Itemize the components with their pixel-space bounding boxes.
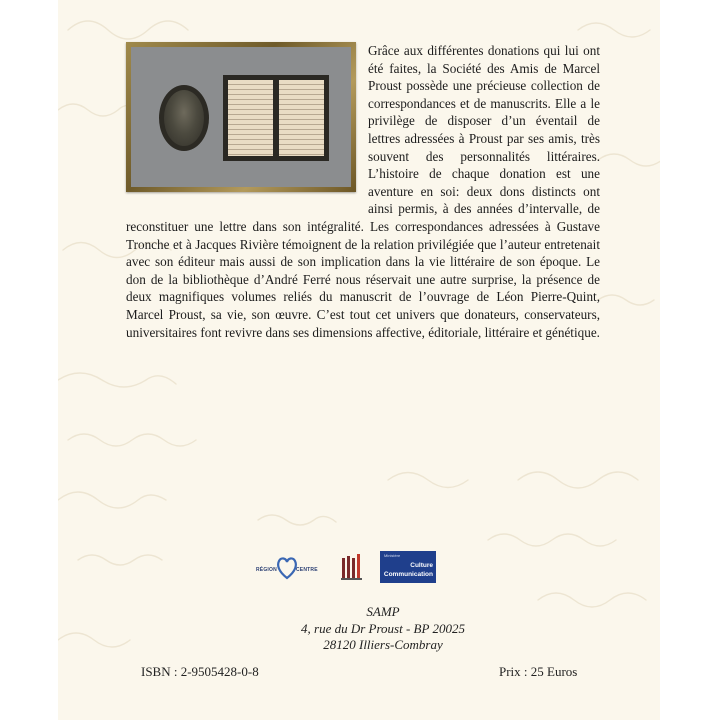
- region-centre-logo: [256, 554, 318, 582]
- publisher-street: 4, rue du Dr Proust - BP 20025: [301, 620, 465, 636]
- isbn-number: ISBN : 2-9505428-0-8: [141, 664, 259, 679]
- description-paragraph: Grâce aux différentes donations qui lui ont été faites, la Société des Amis de Marcel Proust possède une précieuse collection de correspondances et de manuscrits. Elle a le privilège de disposer d’un éventail de lettres adressées à Proust par ses amis, très souvent des personnalités littéraires. L’histoire de chaque donation est une aventure en soi: deux dons distincts ont ainsi permis, à des années d’intervalle, de reconstituer une lettre dans son intégralité. Les correspondances adressées à Gustave Tronche et à Jacques Rivière témoignent de la relation privilégiée que l’auteur entretenait avec son éditeur mais aussi de son implication dans la vie littéraire de son époque. Le don de la bibliothèque d’André Ferré nous réservait une autre surprise, la présence de deux magnifiques volumes reliés du manuscrit de l’ouvrage de Léon Pierre-Quint, Marcel Proust, sa vie, son œuvre. C’est tout cet univers que donateurs, conservateurs, universitaires font revivre dans ses dimensions affective, éditoriale, littéraire et génétique.: [126, 43, 600, 340]
- price-label: Prix : 25 Euros: [499, 664, 578, 679]
- communication-label: Communication: [383, 571, 433, 578]
- back-cover: [58, 0, 660, 720]
- publisher-address: [58, 604, 660, 654]
- publisher-name: SAMP: [366, 604, 400, 619]
- publisher-city: 28120 Illiers-Combray: [323, 637, 443, 652]
- image-wrap-spacer: [126, 42, 368, 212]
- sponsor-logos: [58, 548, 660, 588]
- ministry-label: Ministère: [384, 553, 401, 558]
- description-text-block: [126, 42, 600, 341]
- culture-communication-logo: [380, 551, 436, 583]
- culture-label: Culture: [410, 562, 433, 569]
- heart-icon: [276, 556, 298, 580]
- region-label: RÉGION: [256, 567, 277, 573]
- centre-label: CENTRE: [296, 567, 318, 573]
- archives-logo-icon: [340, 552, 364, 582]
